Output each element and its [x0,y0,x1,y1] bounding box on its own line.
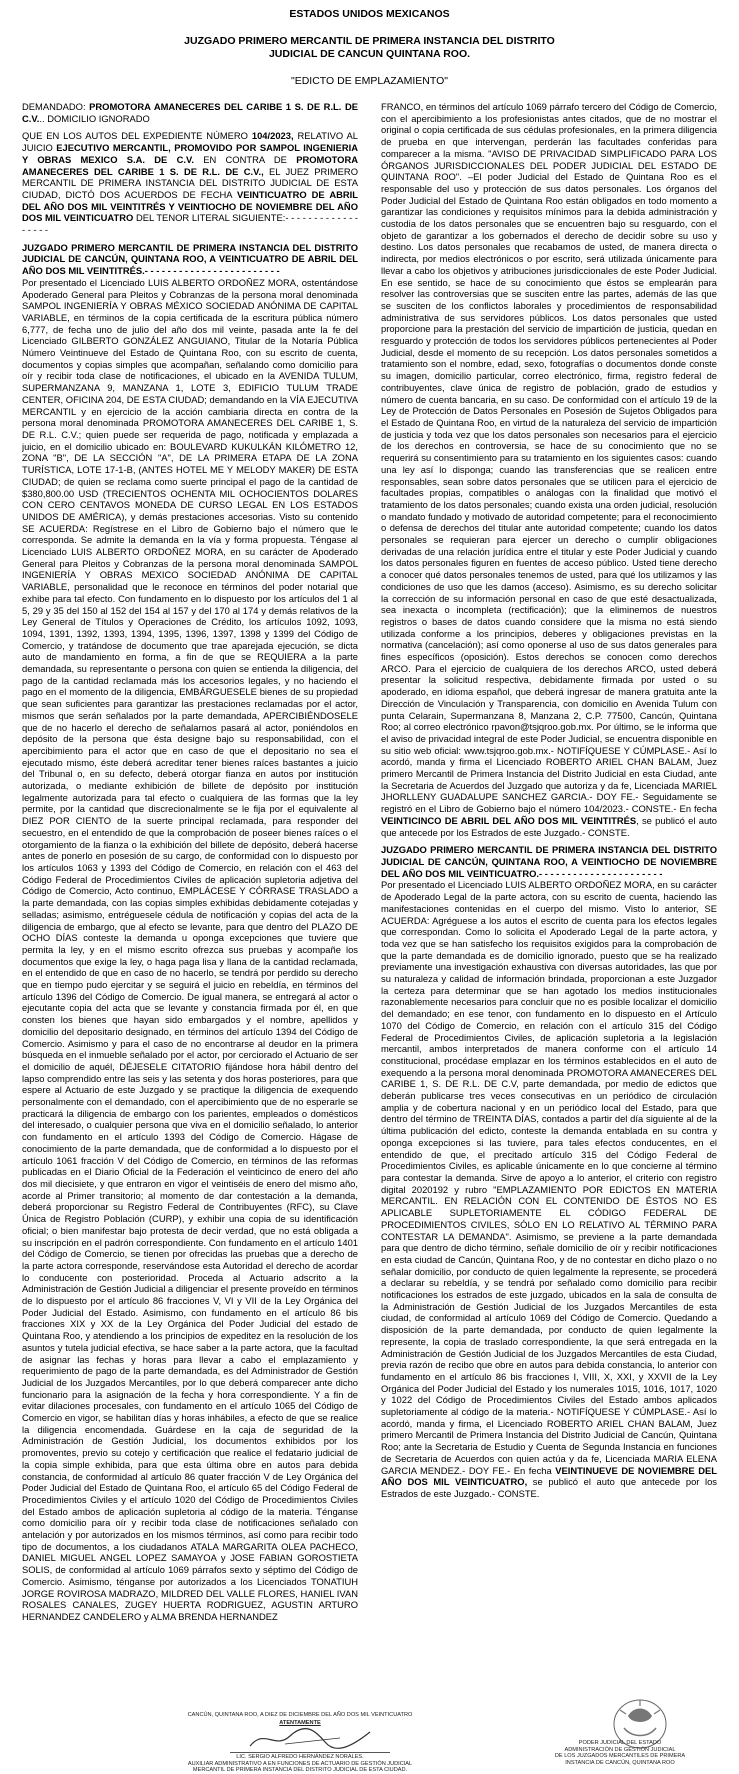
atentamente-label: ATENTAMENTE [279,1720,321,1726]
defendant-paragraph: DEMANDADO: PROMOTORA AMANECERES DEL CARIBE 1 S. DE R.L. DE C.V... DOMICILIO IGNORADO [22,101,358,124]
handwritten-signature [245,1726,375,1752]
second-ruling-body: Por presentado el Licenciado LUIS ALBERTO ORDOÑEZ MORA, en su carácter de Apoderado Legal de la parte actora, con su escrito de cuenta, haciendo las manifestaciones contenidas en el cuerpo del mismo. Visto lo anterior, SE ACUERDA: Agréguese a los autos el escrito de cuenta para los efectos legales que correspondan. Como lo solicita el Apoderado Legal de la parte actora, y toda vez que se han satisfecho los requisitos exigidos para la comprobación de que la parte demandada es de domicilio ignorado, puesto que se ha realizado previamente una investigación exhaustiva con diversas autoridades, las que por su naturaleza y calidad de información brindada, proporcionan a este Juzgador la certeza para determinar que se han agotado los medios institucionales razonablemente necesarios para concluir que no es posible localizar el domicilio del demandado; en ese tenor, con fundamento en lo dispuesto en el Artículo 1070 del Código de Comercio, en relación con el artículo 315 del Código Federal de Procedimientos Civiles, de aplicación supletoria a la legislación mercantil, ambos interpretados de manera conforme con el artículo 14 constitucional, procédase emplazar en los términos establecidos en el auto de exequendo a la persona moral denominada PROMOTORA AMANECERES DEL CARIBE 1, S. DE R.L. DE C.V, parte demandada, por medio de edictos que deberán publicarse tres veces consecutivas en un periódico de circulación amplia y de cobertura nacional y en un periódico local del Estado, para que dentro del término de TREINTA DÍAS, contados a partir del día siguiente al de la última publicación del edicto, conteste la demanda entablada en su contra y oponga excepciones si las tuviere, para tales efectos conducentes, en el entendido de que, el precitado artículo 315 del Código Federal de Procedimientos Civiles, es aplicable únicamente en lo que concierne al término para contestar la demanda. Sirve de apoyo a lo anterior, el criterio con registro digital 2020192 y rubro "EMPLAZAMIENTO POR EDICTOS EN MATERIA MERCANTIL. EN RELACIÓN CON EL CONTENIDO DE ÉSTOS NO ES APLICABLE SUPLETORIAMENTE EL CÓDIGO FEDERAL DE PROCEDIMIENTOS CIVILES, SÓLO EN LO RELATIVO AL TÉRMINO PARA CONTESTAR LA DEMANDA". Asimismo, se previene a la parte demandada para que dentro de dicho término, señale domicilio de oír y recibir notificaciones en esta ciudad de Cancún, Quintana Roo, y de no contestar en dicho plazo o no señalar domicilio, por conducto de quien legalmente la represente, se procederá a declarar su rebeldía, y se tendrá por señalado como domicilio para recibir notificaciones los estrados de este juzgado, ubicados en la sala de consulta de la Administración de Gestión Judicial de los Juzgados Mercantiles de esta ciudad, de conformidad al artículo 1069 del Código de Comercio. Quedando a disposición de la parte demandada, por conducto de quien legalmente la represente, la copia de traslado correspondiente, la que será entregada en la Administración de Gestión Judicial de los Juzgados Mercantiles de esta Ciudad, previa razón de recibo que obre en autos para debida constancia, lo anterior con fundamento en el artículo 86 bis fracciones I, VIII, X, XXI, y XXVII de la Ley Orgánica del Poder Judicial del Estado y los numerales 1015, 1016, 1017, 1020 y 1022 del Código de Procedimientos Civiles del Estado ambos aplicados supletoriamente al código de la materia.- NOTIFÍQUESE Y CÚMPLASE.- Así lo acordó, manda y firma, el Licenciado ROBERTO ARIEL CHAN BALAM, Juez primero Mercantil de Primera Instancia del Distrito Judicial de Cancún, Quintana Roo; ante la Secretaria de Estudio y Cuenta de Segunda Instancia en funciones de Secretaria de Acuerdos con quien actúa y da fe, Licenciada MARIA ELENA GARCIA MENDEZ.- DOY FE.- En fecha VEINTINUEVE DE NOVIEMBRE DEL AÑO DOS MIL VEINTICUATRO, se publicó el auto que antecede por los Estrados de este Juzgado.- CONSTE. [381,879,717,1499]
signer-name: LIC. SERGIO ALFREDO HERNÁNDEZ NORALES. AUXILIAR ADMINISTRATIVO A EN FUNCIONES DE ACTUARIO DE GESTIÓN JUDICIAL MERCANTIL DE PRIMERA INSTANCIA DEL DISTRITO JUDICIAL DE ESTA CIUDAD. [187,1754,413,1774]
first-ruling-body: Por presentado el Licenciado LUIS ALBERTO ORDOÑEZ MORA, ostentándose Apoderado General para Pleitos y Cobranzas de la persona moral denominada SAMPOL INGENIERÍA Y OBRAS MÉXICO SOCIEDAD ANÓNIMA DE CAPITAL VARIABLE, en términos de la copia certificada de la escritura pública número 6,777, de fecha uno de julio del año dos mil veinte, pasada ante la fe del Licenciado GILBERTO GONZÁLEZ ANGUIANO, Titular de la Notaría Pública Número Veintinueve del Estado de Quintana Roo, con su escrito de cuenta, documentos y copias simples que acompañan, señalando como domicilio para oír y recibir toda clase de notificaciones, el ubicado en la AVENIDA TULUM, SUPERMANZANA 9, MANZANA 1, LOTE 3, EDIFICIO TULUM TRADE CENTER, OFICINA 204, DE ESTA CIUDAD; demandando en la VÍA EJECUTIVA MERCANTIL y en ejercicio de la acción cambiaria directa en contra de la persona moral denominada PROMOTORA AMANECERES DEL CARIBE 1, S. DE R.L. C.V.; quien puede ser requerida de pago, notificada y emplazada a juicio, en el domicilio ubicado en: BOULEVARD KUKULKÁN KILÓMETRO 12, ZONA "B", DE LA SECCIÓN "A", DE LA PRIMERA ETAPA DE LA ZONA TURÍSTICA, LOTE 17-1-B, (ANTES HOTEL ME Y MELODY MAKER) DE ESTA CIUDAD; de quien se reclama como suerte principal el pago de la cantidad de $380,800.00 USD (TRECIENTOS OCHENTA MIL OCHOCIENTOS DOLARES CON CERO CENTAVOS MONEDA DE CURSO LEGAL EN LOS ESTADOS UNIDOS DE AMÉRICA), y demás prestaciones accesorias. Visto su contenido SE ACUERDA: Regístrese en el Libro de Gobierno bajo el número que le corresponda. Se admite la demanda en la vía y forma propuesta. Téngase al Licenciado LUIS ALBERTO ORDOÑEZ MORA, en su carácter de Apoderado General para Pleitos y Cobranzas de la persona moral denominada SAMPOL INGENIERÍA Y OBRAS MEXICO SOCIEDAD ANÓNIMA DE CAPITAL VARIABLE, personalidad que le reconoce en términos del poder notarial que exhibe para tal efecto. Con fundamento en lo dispuesto por los artículos del 1 al 5, 29 y 35 del 150 al 152 del 154 al 157 y del 170 al 174 y demás relativos de la Ley General de Títulos y Operaciones de Crédito, los artículos 1092, 1093, 1094, 1391, 1392, 1393, 1394, 1395, 1396, 1397, 1398 y 1399 del Código de Comercio, y tratándose de documento que trae aparejada ejecución, se dicta auto de mandamiento en forma, a fin de que se REQUIERA a la parte demandada, su representante o persona con quien se entienda la diligencia, del pago de la cantidad reclamada más los accesorios legales, y no haciendo el pago en el momento de la diligencia, EMBÁRGUESELE bienes de su propiedad que sean suficientes para garantizar las prestaciones reclamadas por el actor, mismos que serán señalados por la parte demandada, APERCIBIÉNDOSELE que de no hacerlo el derecho de señalarnos pasará al actor, poniéndolos en depósito de la persona que ésta designe bajo su responsabilidad, con el apercibimiento para el actor que en caso de que el depositario no sea el ejecutado mismo, éste deberá acreditar tener bienes raíces bastantes a juicio del Tribunal o, en su defecto, deberá otorgar fianza en autos por institución autorizada, o mediante exhibición de billete de depósito por institución legalmente autorizada para tal efecto o cualquiera de las formas que la ley permite, por la cantidad que discrecionalmente se le fija por el equivalente al DIEZ POR CIENTO de la suerte principal reclamada, para responder del secuestro, en el entendido de que la comprobación de poseer bienes raíces o el otorgamiento de la fianza o la exhibición del billete de depósito, deberá hacerse antes de ponerlo en posesión de su cargo, de conformidad con lo dispuesto por los artículos 1063 y 1393 del Código de Comercio, en relación con el 463 del Código Federal de Procedimientos Civiles de aplicación supletoria adjetiva del Código de Comercio, Acto continuo, EMPLÁCESE Y CÓRRASE TRASLADO a la parte demandada, con las copias simples exhibidas debidamente cotejadas y selladas; asimismo, entréguesele cédula de notificación y copias del acta de la diligencia de embargo, que al efecto se levante, para que dentro del PLAZO DE OCHO DÍAS conteste la demanda u oponga excepciones que tuviere que permita la ley, y en el mismo escrito ofrezca sus pruebas y acompañe los documentos que exige la ley, o haga paga lisa y llana de la cantidad reclamada, en el entendido de que en caso de no hacerlo, se tendrá por perdido su derecho que en tiempo pudo ejercitar y se seguirá el juicio en rebeldía, en términos del artículo 1396 del Código de Comercio. De igual manera, se entregará al actor o ejecutante copia del acta que se levante y constancia firmada por él, en que consten los bienes que hayan sido embargados y el nombre, apellidos y domicilio del depositario designado, en términos del artículo 1394 del Código de Comercio. Asimismo y para el caso de no encontrarse al deudor en la primera búsqueda en el inmueble señalado por el actor, por cerciorado el Actuario de ser el domicilio de aquél, DÉJESELE CITATORIO fijándose hora hábil dentro del lapso comprendido entre las seis y las setenta y dos horas posteriores, para que espere al Actuario de este Juzgado y se practique la diligencia de exequendo personalmente con el demandado, con el apercibimiento que de no esperarle se practicará la diligencia de embargo con los parientes, empleados o domésticos del interesado, o cualquier persona que viva en el domicilio señalado, lo anterior con fundamento en el artículo 1393 del Código de Comercio. Hágase de conocimiento de la parte demandada, que de conformidad a lo dispuesto por el artículo 1061 fracción V del Código de Comercio, en términos de las reformas publicadas en el Diario Oficial de la Federación el veinticinco de enero del año dos mil diecisiete, y que entraron en vigor el veintiséis de enero del mismo año, acorde al Primer transitorio; al momento de dar contestación a la demanda, deberá proporcionar su Registro Federal de Contribuyentes (RFC), su Clave Única de Registro Población (CURP), y exhibir una copia de su identificación oficial; o bien manifestar bajo protesta de decir verdad, que no está obligada a su inscripción en el padrón correspondiente. Con fundamento en el artículo 1401 del Código de Comercio, se tienen por ofrecidas las pruebas que a derecho de la parte actora corresponde, reservándose esta Autoridad el derecho de acordar lo conducente con posterioridad. Proceda al Actuario adscrito a la Administración de Gestión Judicial a diligenciar el presente proveído en términos de lo dispuesto por el artículo 86 fracciones V, VI y VII de la Ley Orgánica del Poder Judicial del Estado. Asimismo, con fundamento en el artículo 86 bis fracciones XIX y XX de la Ley Orgánica del Poder Judicial del estado de Quintana Roo, y atendiendo a los principios de expeditez en la resolución de los asuntos y tutela judicial efectiva, se hace saber a la parte actora, que la facultad de asignar las fechas y horas para llevar a cabo el emplazamiento y requerimiento de pago de la parte demandada, es del Administrador de Gestión Judicial de los Juzgados Mercantiles, por lo que deberá comparecer ante dicho funcionario para la asignación de la fecha y hora correspondiente. Y a fin de evitar dilaciones procesales, con fundamento en el artículo 1065 del Código de Comercio en vigor, se habilitan días y horas inhábiles, a efecto de que se realice la diligencia encomendada. Guárdese en la caja de seguridad de la Administración de Gestión Judicial, los documentos exhibidos por los promoventes, previo su cotejo y certificación que realice el fedatario judicial de la copia simple exhibida, para que esta última obre en autos para debida constancia, de conformidad al artículo 86 quater fracción V de Ley Orgánica del Poder Judicial del Estado de Quintana Roo, el artículo 65 del Código Federal de Procedimientos Civiles y el artículo 1020 del Código de Procedimientos Civiles del Estado ambos de aplicación supletoria al código de la materia. Ténganse como domicilio para oír y recibir toda clase de notificaciones señalado con antelación y por autorizados en los mismos términos, así como para recibir todo tipo de documentos, a los ciudadanos ATALA MARGARITA OLEA PACHECO, DANIEL MIGUEL ANGEL LOPEZ SAMAYOA y JOSE FABIAN GOROSTIETA SOLIS, de conformidad al artículo 1069 párrafos sexto y séptimo del Código de Comercio. Asimismo, ténganse por autorizados a los Licenciados TONATIUH JORGE ROVIROSA MADRAZO, MILDRED DEL VALLE FLORES, HANIEL IVAN ROSALES CANALES, ZUGEY HUERTA RODRIGUEZ, AGUSTIN ARTURO HERNANDEZ CANDELERO y ALMA BRENDA HERNANDEZ [22,276,358,1622]
seal-text: PODER JUDICIAL DEL ESTADO ADMINISTRACIÓN DE GESTIÓN JUDICIAL DE LOS JUZGADOS MERCANTILES DE PRIMERA INSTANCIA DE CANCÚN, QUINTANA ROO [554,1740,686,1766]
first-ruling-continuation: FRANCO, en términos del artículo 1069 párrafo tercero del Código de Comercio, con el apercibimiento a los profesionistas antes citados, que de no mostrar el original o copia certificada de sus cédulas profesionales, en la primera diligencia de prueba en que intervengan, perderán las facultades conferidas para comparecer a la misma. "AVISO DE PRIVACIDAD SIMPLIFICADO PARA LOS ÓRGANOS JURISDICCIONALES DEL PODER JUDICIAL DEL ESTADO DE QUINTANA ROO". –El poder Judicial del Estado de Quintana Roo es el responsable del uso y protección de sus datos personales. Los órganos del Poder Judicial del Estado de Quintana Roo están obligados en todo momento a garantizar las condiciones y requisitos mínimos para la debida administración y custodia de los datos personales que se encuentren bajo su resguardo, con el objeto de garantizar a los gobernados el derecho de decidir sobre su uso y destino. Los datos personales que recabamos de usted, de manera directa o indirecta, por medios electrónicos o por escrito, será utilizada únicamente para llevar a cabo los objetivos y atribuciones jurisdiccionales de este Poder Judicial. En ese sentido, se hace de su conocimiento que éstos se emplearán para resolver las controversias que se susciten entre las partes, además de las que se susciten de los conflictos laborales y procedimientos de responsabilidad administrativa de sus servidores públicos. Los datos personales que usted proporcione para la prestación del servicio de impartición de justicia, quedan en resguardo y protección de todos los servidores públicos pertenecientes al Poder Judicial, desde el momento de su recepción. Los datos personales sometidos a tratamiento son el nombre, edad, sexo, fotografías o documentos donde conste su imagen, domicilio particular, correo electrónico, firma, registro federal de contribuyentes, clave única de registro de población, grado de estudios y número de cuenta bancaria, en su caso. De conformidad con el artículo 19 de la Ley de Protección de Datos Personales en Posesión de Sujetos Obligados para el Estado de Quintana Roo, en virtud de la naturaleza del servicio de impartición de justicia y toda vez que los datos personales son necesarios para el ejercicio de los derechos en controversia, se hace de su conocimiento que no se requerirá su consentimiento para su tratamiento en los siguientes casos: cuando una ley así lo disponga; cuando las transferencias que se realicen entre responsables, sean sobre datos personales que se utilicen para el ejercicio de facultades propias, compatibles o análogas con la finalidad que motivó el tratamiento de los datos personales; cuando exista una orden judicial, resolución o mandato fundado y motivado de autoridad competente; para el reconocimiento o defensa de derechos del titular ante autoridad competente; cuando los datos personales se requieran para ejercer un derecho o cumplir obligaciones derivadas de una relación jurídica entre el titular y este Poder Judicial y cuando los datos personales figuren en fuentes de acceso público. Usted tiene derecho a conocer qué datos personales tenemos de usted, para qué los utilizamos y las condiciones de uso que les damos (acceso). Asimismo, es su derecho solicitar la corrección de su información personal en caso de que esté desactualizada, sea inexacta o incompleta (rectificación); que la eliminemos de nuestros registros o bases de datos cuando considere que la misma no está siendo utilizada conforme a los principios, deberes y obligaciones previstas en la normativa (cancelación); así como oponerse al uso de sus datos generales para fines específicos (oposición). Estos derechos se conocen como derechos ARCO. Para el ejercicio de cualquiera de los derechos ARCO, usted deberá presentar la solicitud respectiva, debidamente firmada por usted o su apoderado, en idioma español, que deberá ingresar de manera gratuita ante la Dirección de Vinculación y Transparencia, con domicilio en Avenida Tulum con punta Celarain, Supermanzana 8, Manzana 2, C.P. 77500, Cancún, Quintana Roo; al correo electrónico rpavon@tsjqroo.gob.mx. Por último, se le informa que el aviso de privacidad integral de este Poder Judicial, se encuentra disponible en su sitio web oficial: www.tsjqroo.gob.mx.- NOTIFÍQUESE Y CÚMPLASE.- Así lo acordó, manda y firma el Licenciado ROBERTO ARIEL CHAN BALAM, Juez primero Mercantil de Primera Instancia del Distrito Judicial en esta Ciudad, ante la Secretaria de Acuerdos del Juzgado que autoriza y da fe, Licenciada MARIEL JHORLLENY GUADALUPE SANCHEZ GARCIA.- DOY FE.- Seguidamente se registró en el Libro de Gobierno bajo el número 104/2023.- CONSTE.- En fecha VEINTICINCO DE ABRIL DEL AÑO DOS MIL VEINTITRÉS, se publicó el auto que antecede por los Estrados de este Juzgado.- CONSTE. [381,101,717,838]
signature-line [230,1752,390,1753]
left-column [22,101,358,1661]
text-columns [22,101,717,1661]
intro-paragraph: QUE EN LOS AUTOS DEL EXPEDIENTE NÚMERO 104/2023, RELATIVO AL JUICIO EJECUTIVO MERCANTIL, PROMOVIDO POR SAMPOL INGENIERIA Y OBRAS MEXICO S.A. DE C.V. EN CONTRA DE PROMOTORA AMANECERES DEL CARIBE 1 S. DE R.L. DE C.V., EL JUEZ PRIMERO MERCANTIL DE PRIMERA INSTANCIA DEL DISTRITO JUDICIAL DE ESTA CIUDAD, DICTÓ DOS ACUERDOS DE FECHA VEINTICUATRO DE ABRIL DEL AÑO DOS MIL VEINTITRÉS Y VEINTIOCHO DE NOVIEMBRE DEL AÑO DOS MIL VEINTICUATRO DEL TENOR LITERAL SIGUIENTE:- - - - - - - - - - - - - - - - - - [22,130,358,236]
edict-title: "EDICTO DE EMPLAZAMIENTO" [290,75,448,87]
court-heading-line1: JUZGADO PRIMERO MERCANTIL DE PRIMERA INSTANCIA DEL DISTRITO [184,35,555,47]
right-column [381,101,717,1661]
country-heading: ESTADOS UNIDOS MEXICANOS [289,8,450,20]
court-heading-line2: JUDICIAL DE CANCUN QUINTANA ROO. [268,48,471,60]
place-date: CANCÚN, QUINTANA ROO, A DIEZ DE DICIEMBRE DEL AÑO DOS MIL VEINTICUATRO [187,1712,413,1718]
first-ruling-heading: JUZGADO PRIMERO MERCANTIL DE PRIMERA INSTANCIA DEL DISTRITO JUDICIAL DE CANCÚN, QUINTANA ROO, A VEINTICUATRO DE ABRIL DEL AÑO DOS MIL VEINTITRÉS.- - - - - - - - - - - - - - - - - - - - - - - - [22,241,358,277]
document-header [22,8,717,61]
second-ruling-heading: JUZGADO PRIMERO MERCANTIL DE PRIMERA INSTANCIA DEL DISTRITO JUDICIAL DE CANCÚN, QUINTANA ROO, A VEINTIOCHO DE NOVIEMBRE DEL AÑO DOS MIL VEINTICUATRO.- - - - - - - - - - - - - - - - - - - - - - [381,844,717,879]
